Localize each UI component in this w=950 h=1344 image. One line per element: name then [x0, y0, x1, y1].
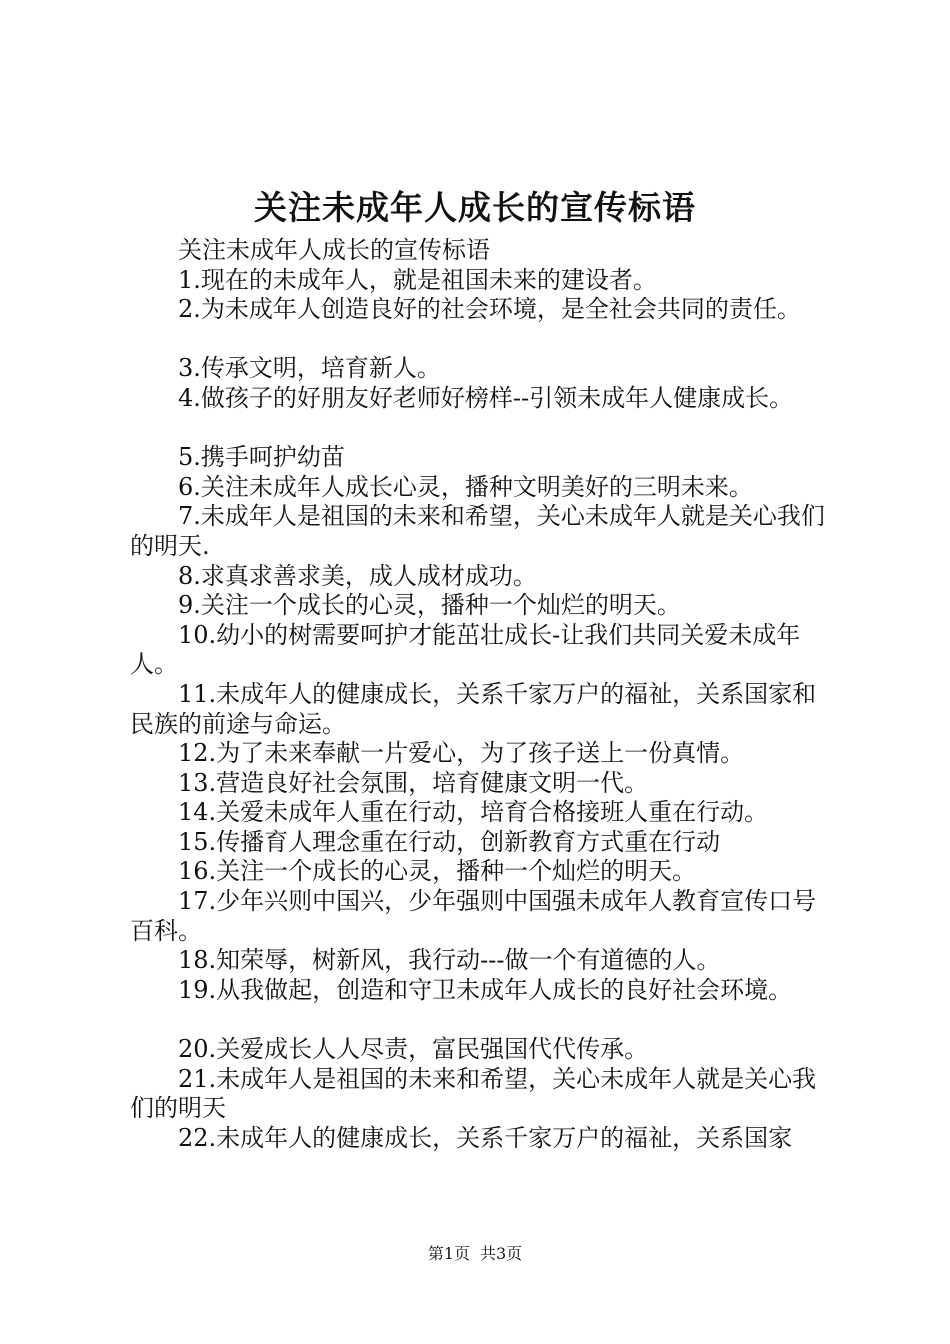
paragraph: 11.未成年人的健康成长，关系千家万户的福祉，关系国家和民族的前途与命运。	[130, 679, 817, 738]
paragraph: 22.未成年人的健康成长，关系千家万户的福祉，关系国家	[178, 1123, 793, 1152]
paragraph: 7.未成年人是祖国的未来和希望，关心未成年人就是关心我们的明天.	[130, 502, 825, 560]
paragraph: 1.现在的未成年人，就是祖国未来的建设者。	[178, 265, 657, 294]
paragraph: 9.关注一个成长的心灵，播种一个灿烂的明天。	[178, 591, 681, 620]
paragraph: 21.未成年人是祖国的未来和希望，关心未成年人就是关心我们的明天	[130, 1064, 817, 1123]
paragraph: 16.关注一个成长的心灵，播种一个灿烂的明天。	[178, 857, 697, 886]
paragraph: 14.关爱未成年人重在行动，培育合格接班人重在行动。	[178, 798, 769, 827]
paragraph: 12.为了未来奉献一片爱心，为了孩子送上一份真情。	[178, 739, 745, 768]
page-number: 第1页	[427, 1244, 470, 1263]
paragraph: 15.传播育人理念重在行动，创新教育方式重在行动	[178, 827, 721, 856]
page-footer	[0, 1243, 950, 1265]
paragraph: 13.营造良好社会氛围，培育健康文明一代。	[178, 768, 649, 797]
paragraph: 2.为未成年人创造良好的社会环境，是全社会共同的责任。	[178, 295, 801, 324]
document-body	[130, 236, 840, 1153]
page-total: 共3页	[480, 1244, 523, 1263]
document-title: 关注未成年人成长的宣传标语	[254, 188, 696, 227]
paragraph: 8.求真求善求美，成人成材成功。	[178, 561, 537, 590]
paragraph: 3.传承文明，培育新人。	[178, 354, 441, 383]
paragraph: 19.从我做起，创造和守卫未成年人成长的良好社会环境。	[178, 975, 793, 1004]
paragraph: 关注未成年人成长的宣传标语	[178, 236, 490, 264]
paragraph: 5.携手呵护幼苗	[178, 443, 345, 472]
paragraph: 20.关爱成长人人尽责，富民强国代代传承。	[178, 1035, 649, 1064]
paragraph: 4.做孩子的好朋友好老师好榜样--引领未成年人健康成长。	[178, 383, 794, 412]
paragraph: 18.知荣辱，树新风，我行动---做一个有道德的人。	[178, 946, 721, 975]
paragraph: 17.少年兴则中国兴，少年强则中国强未成年人教育宣传口号百科。	[130, 887, 817, 945]
paragraph: 10.幼小的树需要呵护才能茁壮成长-让我们共同关爱未成年人。	[130, 620, 801, 679]
paragraph: 6.关注未成年人成长心灵，播种文明美好的三明未来。	[178, 472, 753, 501]
